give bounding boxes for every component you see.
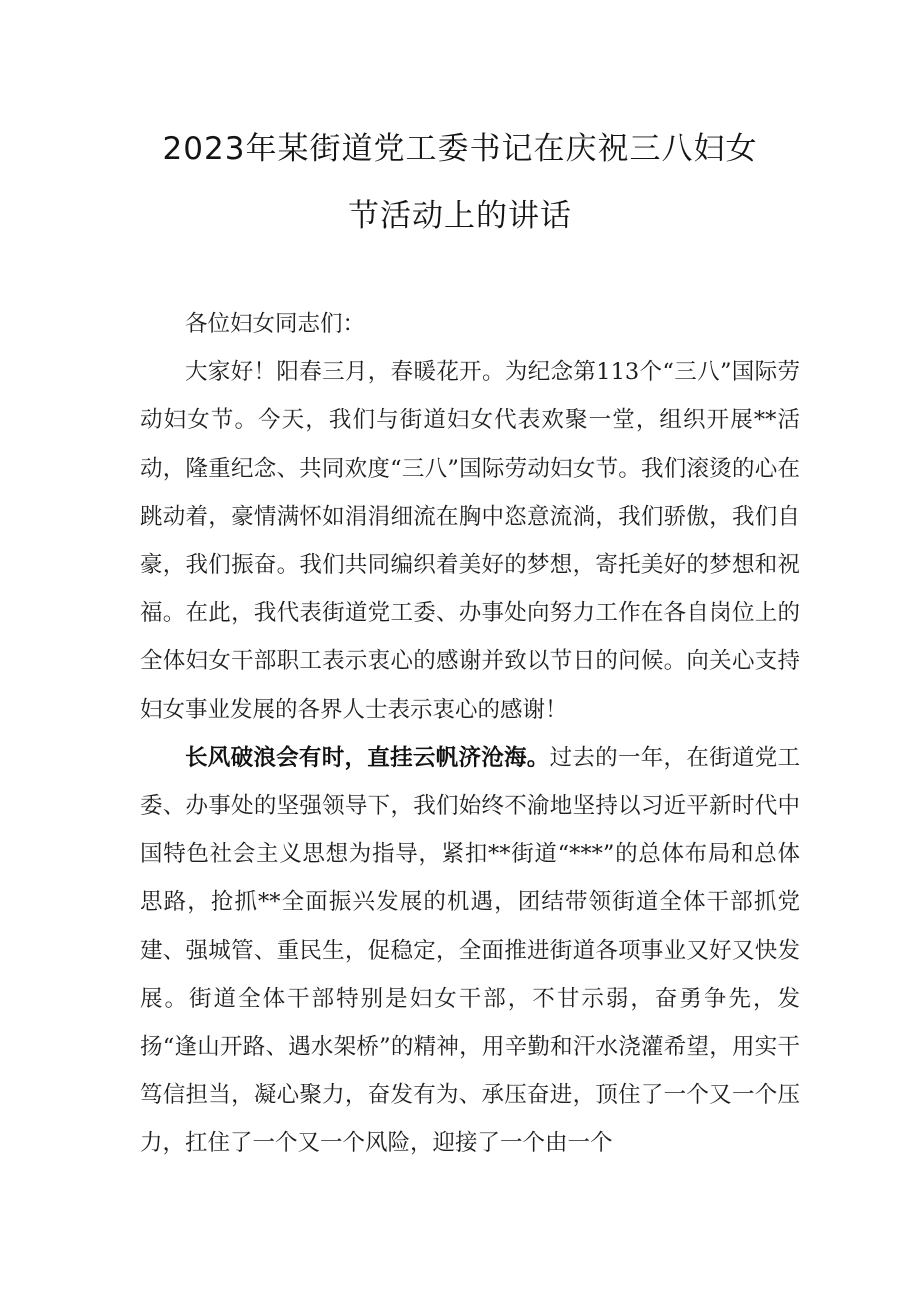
paragraph-heading: 长风破浪会有时，直挂云帆济沧海。 — [185, 744, 550, 771]
document-title-line-1: 2023年某街道党工委书记在庆祝三八妇女 — [162, 131, 758, 167]
document-title-line-2: 节活动上的讲话 — [348, 198, 572, 234]
paragraph-review — [140, 734, 800, 1168]
paragraph-review-text: 过去的一年，在街道党工委、办事处的坚强领导下，我们始终不渝地坚持以习近平新时代中国特色社会主义思想为指导，紧扣**街道“***”的总体布局和总体思路，抢抓**全面振兴发展的机遇，团结带领街道全体干部抓党建、强城管、重民生，促稳定，全面推进街道各项事业又好又快发展。街道全体干部特别是妇女干部，不甘示弱，奋勇争先，发扬“逢山开路、遇水架桥”的精神，用辛勤和汗水浇灌希望，用实干笃信担当，凝心聚力，奋发有为、承压奋进，顶住了一个又一个压力，扛住了一个又一个风险，迎接了一个由一个 — [140, 744, 800, 1157]
salutation: 各位妇女同志们： — [185, 311, 366, 337]
document-body — [140, 300, 800, 1168]
paragraph-greeting: 大家好！阳春三月，春暖花开。为纪念第113个“三八”国际劳动妇女节。今天，我们与街道妇女代表欢聚一堂，组织开展**活动，隆重纪念、共同欢度“三八”国际劳动妇女节。我们滚烫的心在跳动着，豪情满怀如涓涓细流在胸中恣意流淌，我们骄傲，我们自豪，我们振奋。我们共同编织着美好的梦想，寄托美好的梦想和祝福。在此，我代表街道党工委、办事处向努力工作在各自岗位上的全体妇女干部职工表示衷心的感谢并致以节日的问候。向关心支持妇女事业发展的各界人士表示衷心的感谢！ — [140, 359, 800, 723]
